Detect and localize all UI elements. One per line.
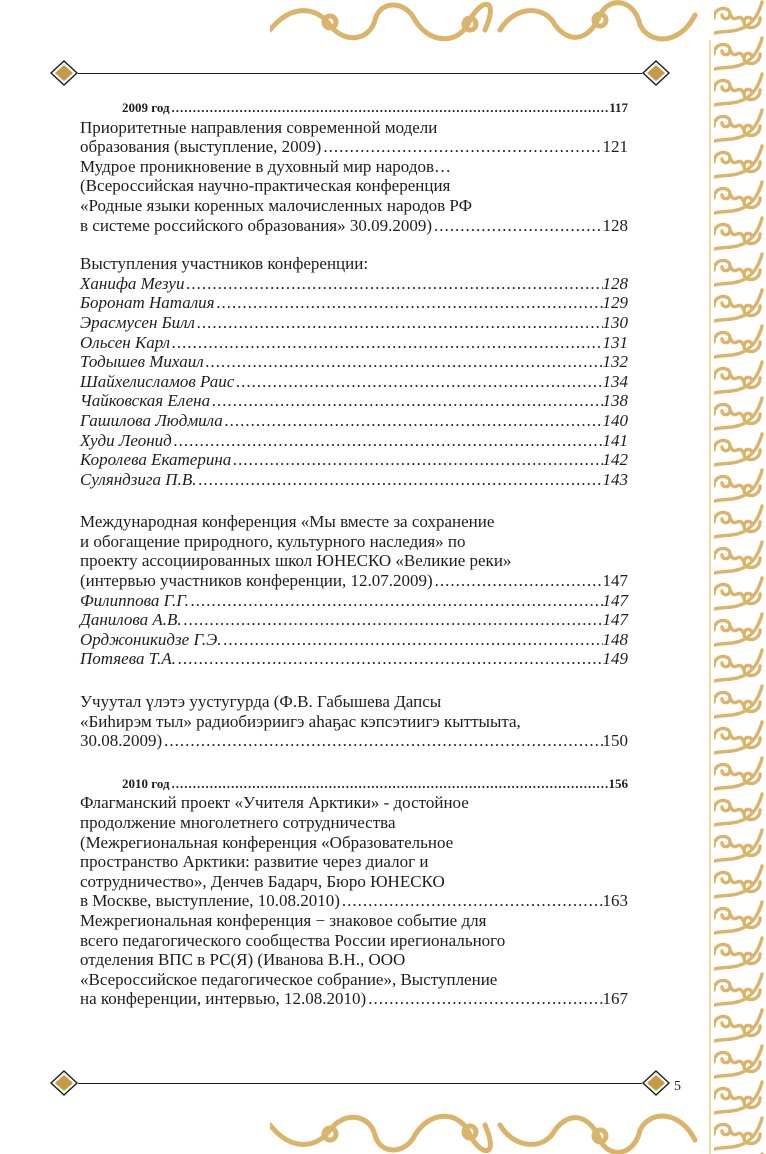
list-item: Шайхелисламов Раис ..... 134 — [80, 372, 628, 392]
entry-line: Международная конференция «Мы вместе за сохранение — [80, 512, 495, 532]
entry-line: в системе российского образования» 30.09.2009) — [80, 215, 433, 235]
side-ornament — [708, 0, 766, 1154]
page-ref: 128 — [602, 215, 628, 235]
list-item: Тодышев Михаил ..... 132 — [80, 352, 628, 372]
dot-leader — [170, 98, 610, 118]
dot-leader — [432, 216, 602, 236]
section-title: 2009 год — [122, 100, 170, 115]
bottom-ornament — [270, 1110, 700, 1154]
bottom-rule — [78, 1083, 642, 1084]
entry-line: «Родные языки коренных малочисленных народов РФ — [80, 195, 473, 215]
toc-entry — [80, 692, 628, 751]
entry-line: продолжение многолетнего сотрудничества — [80, 813, 396, 832]
page-ref: 121 — [602, 137, 628, 157]
page-ref: 156 — [608, 775, 628, 791]
list-item: Эрасмусен Билл ..... 130 — [80, 313, 628, 333]
section-title: 2010 год — [122, 775, 170, 791]
toc-entry — [80, 118, 628, 157]
entry-line: отделения ВПС в РС(Я) (Иванова В.Н., ООО — [80, 950, 406, 970]
entry-line: Межрегиональная конференция − знаковое событие для — [80, 910, 487, 930]
entry-line: в Москве, выступление, 10.08.2010) — [80, 891, 340, 911]
list-item: Чайковская Елена ..... 138 — [80, 391, 628, 411]
list-item: Ханифа Мезуи ..... 128 — [80, 274, 628, 294]
list-item: Орджоникидзе Г.Э. ..... 148 — [80, 630, 628, 650]
table-of-contents — [80, 98, 628, 1009]
entry-line: (Межрегиональная конференция «Образовательное — [80, 832, 454, 852]
entry-line: Флагманский проект «Учителя Арктики» - достойное — [80, 793, 469, 813]
page-ref: 117 — [609, 100, 628, 115]
entry-line: всего педагогического сообщества России ирегионального — [80, 930, 506, 950]
entry-line: Учуутал үлэтэ уустугурда (Ф.В. Габышева Дапсы — [80, 692, 442, 712]
entry-line: и обогащение природного, культурного наследия» по — [80, 531, 466, 551]
toc-section-2009 — [80, 98, 628, 118]
dot-leader — [162, 731, 602, 751]
entry-line: проекту ассоциированных школ ЮНЕСКО «Великие реки» — [80, 551, 512, 571]
page-ref: 163 — [602, 891, 628, 911]
list-item: Боронат Наталия ..... 129 — [80, 293, 628, 313]
list-item: Худи Леонид ..... 141 — [80, 431, 628, 451]
list-item: Королева Екатерина ..... 142 — [80, 450, 628, 470]
dot-leader — [366, 989, 602, 1009]
diamond-ornament-bottom-right — [642, 1070, 670, 1096]
top-ornament — [270, 0, 700, 46]
dot-leader — [340, 891, 603, 911]
toc-section-2010 — [80, 774, 628, 794]
list-item: Суляндзига П.В. ..... 143 — [80, 470, 628, 490]
participant-list — [80, 591, 628, 669]
list-item: Данилова А.В. ..... 147 — [80, 610, 628, 630]
list-item: Ольсен Карл ..... 131 — [80, 333, 628, 353]
entry-line: «Всероссийское педагогическое собрание», Выступление — [80, 969, 498, 989]
diamond-ornament-top-left — [50, 60, 78, 86]
page-ref: 147 — [602, 571, 628, 591]
page-number: 5 — [674, 1079, 681, 1094]
entry-line: «Биһирэм тыл» радиобиэриигэ аһаҕас кэпсэтиигэ кыттыыта, — [80, 711, 521, 731]
toc-entry — [80, 793, 628, 911]
speaker-list — [80, 274, 628, 490]
toc-entry — [80, 157, 628, 235]
entry-line: пространство Арктики: развитие через диалог и — [80, 852, 429, 872]
entry-line: образования (выступление, 2009) — [80, 137, 322, 157]
speakers-heading: Выступления участников конференции: — [80, 254, 369, 274]
list-item: Потяева Т.А. ..... 149 — [80, 649, 628, 669]
entry-line: Мудрое проникновение в духовный мир народов… — [80, 156, 451, 176]
diamond-ornament-bottom-left — [50, 1070, 78, 1096]
list-item: Гашилова Людмила ..... 140 — [80, 411, 628, 431]
entry-line: (интервью участников конференции, 12.07.2009) — [80, 571, 433, 591]
dot-leader — [170, 774, 609, 794]
entry-line: 30.08.2009) — [80, 731, 163, 751]
page-ref: 150 — [602, 731, 628, 751]
entry-line: на конференции, интервью, 12.08.2010) — [80, 989, 367, 1009]
diamond-ornament-top-right — [642, 60, 670, 86]
entry-line: (Всероссийская научно-практическая конференция — [80, 176, 451, 196]
page-ref: 167 — [602, 989, 628, 1009]
top-rule — [78, 73, 642, 74]
dot-leader — [433, 571, 603, 591]
entry-line: Приоритетные направления современной модели — [80, 117, 438, 137]
entry-line: сотрудничество», Денчев Бадарч, Бюро ЮНЕСКО — [80, 871, 445, 891]
dot-leader — [321, 137, 602, 157]
list-item: Филиппова Г.Г. ..... 147 — [80, 591, 628, 611]
toc-entry — [80, 911, 628, 1009]
toc-entry — [80, 512, 628, 590]
